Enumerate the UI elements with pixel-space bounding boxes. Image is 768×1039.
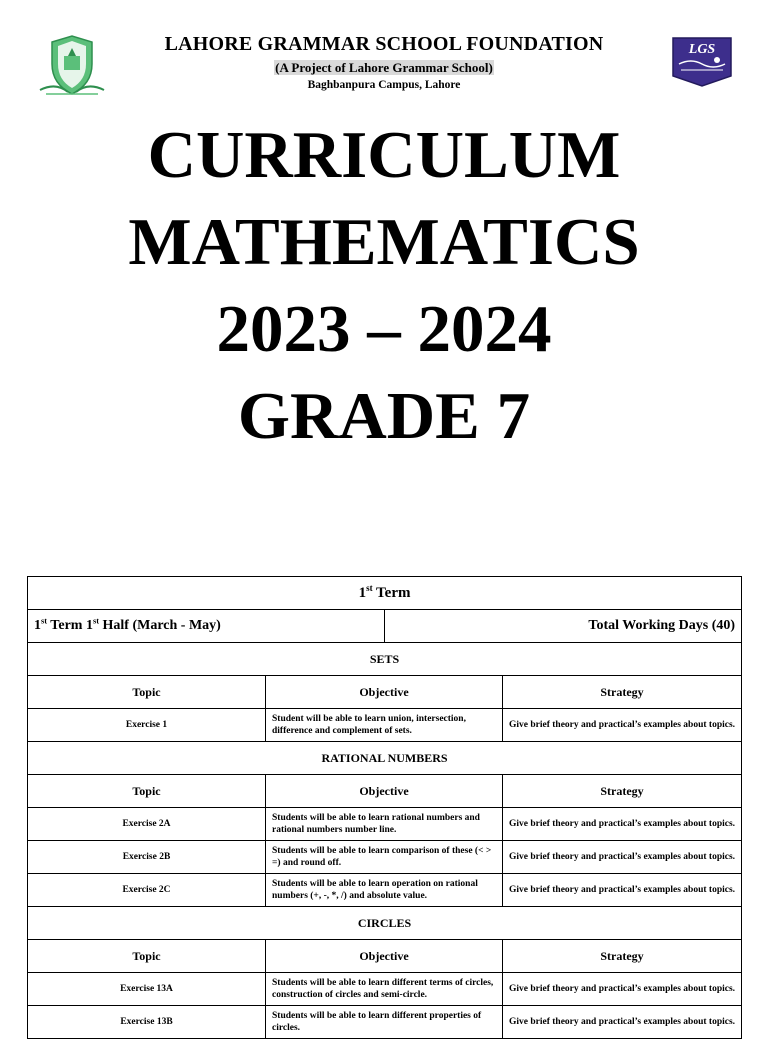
curriculum-table	[27, 576, 742, 1039]
section-title: CIRCLES	[28, 907, 742, 940]
column-header-strategy: Strategy	[503, 775, 742, 808]
cell-objective: Student will be able to learn union, intersection, difference and complement of sets.	[266, 709, 503, 742]
column-header-strategy: Strategy	[503, 940, 742, 973]
project-line-wrap	[0, 60, 768, 76]
term-label: Term	[372, 584, 411, 601]
cell-strategy: Give brief theory and practical’s examples about topics.	[503, 841, 742, 874]
column-header-row	[28, 676, 742, 709]
term-suffix: st	[366, 582, 373, 593]
half-period: Half (March - May)	[99, 618, 221, 633]
document-header	[0, 0, 768, 110]
table-row	[28, 808, 742, 841]
lgs-logo	[671, 36, 733, 88]
half-mid: Term 1	[47, 618, 93, 633]
cell-topic: Exercise 1	[28, 709, 266, 742]
project-line: (A Project of Lahore Grammar School)	[275, 60, 493, 75]
column-header-objective: Objective	[266, 775, 503, 808]
table-row	[28, 1006, 742, 1039]
cell-objective: Students will be able to learn comparison of these (< > =) and round off.	[266, 841, 503, 874]
title-year: 2023 – 2024	[216, 292, 552, 366]
cell-objective: Students will be able to learn operation on rational numbers (+, -, *, /) and absolute value.	[266, 874, 503, 907]
term-heading	[28, 577, 742, 610]
section-title: RATIONAL NUMBERS	[28, 742, 742, 775]
column-header-topic: Topic	[28, 676, 266, 709]
working-days: Total Working Days (40)	[385, 610, 742, 643]
cell-strategy: Give brief theory and practical’s examples about topics.	[503, 709, 742, 742]
column-header-row	[28, 775, 742, 808]
title-curriculum: CURRICULUM	[147, 118, 621, 192]
term-number: 1	[358, 584, 367, 601]
term-half-row	[28, 610, 742, 643]
column-header-strategy: Strategy	[503, 676, 742, 709]
cell-strategy: Give brief theory and practical’s examples about topics.	[503, 874, 742, 907]
title-grade: GRADE 7	[237, 379, 531, 453]
cell-strategy: Give brief theory and practical’s examples about topics.	[503, 1006, 742, 1039]
column-header-topic: Topic	[28, 940, 266, 973]
school-name: LAHORE GRAMMAR SCHOOL FOUNDATION	[164, 33, 604, 55]
term-heading-row	[28, 577, 742, 610]
cell-strategy: Give brief theory and practical’s examples about topics.	[503, 973, 742, 1006]
table-row	[28, 973, 742, 1006]
campus-name: Baghbanpura Campus, Lahore	[307, 79, 461, 91]
cell-topic: Exercise 2B	[28, 841, 266, 874]
column-header-row	[28, 940, 742, 973]
cell-strategy: Give brief theory and practical’s examples about topics.	[503, 808, 742, 841]
table-row	[28, 709, 742, 742]
column-header-objective: Objective	[266, 676, 503, 709]
table-row	[28, 874, 742, 907]
cell-topic: Exercise 13B	[28, 1006, 266, 1039]
section-title: SETS	[28, 643, 742, 676]
cell-objective: Students will be able to learn different properties of circles.	[266, 1006, 503, 1039]
title-subject: MATHEMATICS	[128, 205, 640, 279]
half-suffix-1: st	[41, 616, 48, 626]
lgs-logo-text: LGS	[688, 42, 716, 57]
column-header-topic: Topic	[28, 775, 266, 808]
half-suffix-2: st	[92, 616, 100, 626]
cell-topic: Exercise 2A	[28, 808, 266, 841]
column-header-objective: Objective	[266, 940, 503, 973]
table-row	[28, 841, 742, 874]
cell-objective: Students will be able to learn different terms of circles, construction of circles and semi-circle.	[266, 973, 503, 1006]
cell-topic: Exercise 13A	[28, 973, 266, 1006]
section-heading-row	[28, 643, 742, 676]
cell-topic: Exercise 2C	[28, 874, 266, 907]
section-heading-row	[28, 742, 742, 775]
cell-objective: Students will be able to learn rational numbers and rational numbers number line.	[266, 808, 503, 841]
term-half-label	[28, 610, 385, 643]
document-title	[0, 112, 768, 460]
half-number: 1	[34, 618, 41, 633]
section-heading-row	[28, 907, 742, 940]
